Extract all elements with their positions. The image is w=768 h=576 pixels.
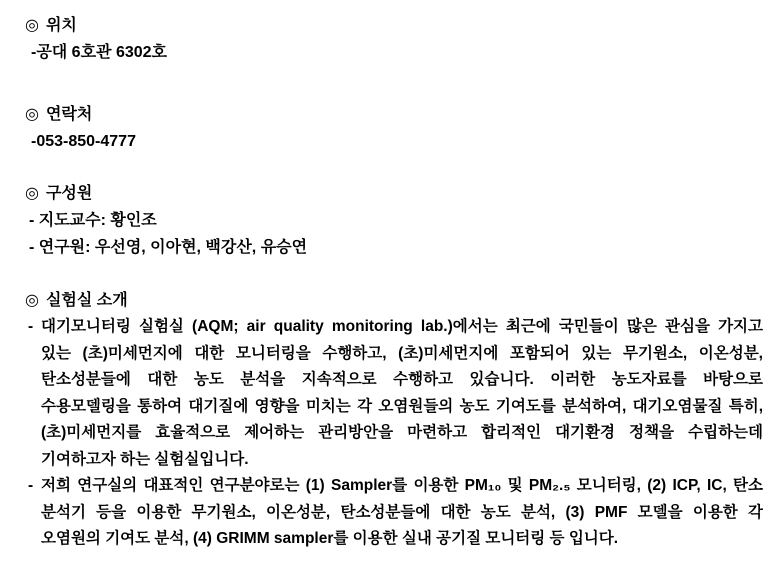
bullseye-marker-icon: ◎ — [25, 17, 39, 34]
section-members — [25, 180, 763, 261]
members-heading — [25, 180, 763, 207]
bullseye-marker-icon: ◎ — [25, 106, 39, 123]
location-item: -공대 6호관 6302호 — [31, 44, 167, 61]
paragraph-line: 대기모니터링 실험실 (AQM; air quality monitoring lab.)에서는 최근에 국민들이 많은 관심을 가지고 — [41, 318, 763, 335]
intro-paragraph-2 — [25, 473, 763, 553]
bullet-dash: - — [28, 318, 34, 335]
section-location — [25, 12, 763, 66]
intro-paragraph-1 — [25, 314, 763, 473]
paragraph-line: 탄소성분들에 대한 농도 분석을 지속적으로 수행하고 있습니다. 이러한 농도자료를 바탕으로 — [41, 371, 763, 388]
paragraph-line: 분석기 등을 이용한 무기원소, 이온성분, 탄소성분들에 대한 농도 분석, (3) PMF 모델을 이용한 각 — [41, 503, 763, 521]
contact-heading — [25, 101, 763, 128]
bullseye-marker-icon: ◎ — [25, 292, 39, 309]
paragraph-line: 수용모델링을 통하여 대기질에 영향을 미치는 각 오염원들의 농도 기여도를 분석하여, 대기오염물질 특히, — [41, 397, 763, 415]
paragraph-line: 있는 (초)미세먼지에 대한 모니터링을 수행하고, (초)미세먼지에 포함되어 있는 무기원소, 이온성분, — [41, 344, 763, 362]
member-item-professor: - 지도교수: 황인조 — [29, 212, 157, 229]
location-title: 위치 — [45, 17, 77, 34]
paragraph-line: (초)미세먼지를 효율적으로 제어하는 관리방안을 마련하고 합리적인 대기환경 정책을 수립하는데 — [41, 424, 763, 441]
contact-phone: -053-850-4777 — [31, 133, 136, 150]
members-title: 구성원 — [45, 185, 93, 202]
contact-title: 연락처 — [45, 106, 93, 123]
location-heading — [25, 12, 763, 39]
section-intro — [25, 287, 763, 553]
bullseye-marker-icon: ◎ — [25, 185, 39, 202]
paragraph-line: 저희 연구실의 대표적인 연구분야로는 (1) Sampler를 이용한 PM₁₀ 및 PM₂.₅ 모니터링, (2) ICP, IC, 탄소 — [41, 477, 763, 494]
paragraph-line: 기여하고자 하는 실험실입니다. — [41, 450, 249, 468]
bullet-dash: - — [28, 477, 34, 494]
section-contact — [25, 101, 763, 155]
member-item-researchers: - 연구원: 우선영, 이아현, 백강산, 유승연 — [29, 239, 308, 256]
intro-title: 실험실 소개 — [45, 292, 128, 309]
paragraph-line: 오염원의 기여도 분석, (4) GRIMM sampler를 이용한 실내 공기질 모니터링 등 입니다. — [41, 530, 619, 547]
intro-heading — [25, 287, 763, 314]
